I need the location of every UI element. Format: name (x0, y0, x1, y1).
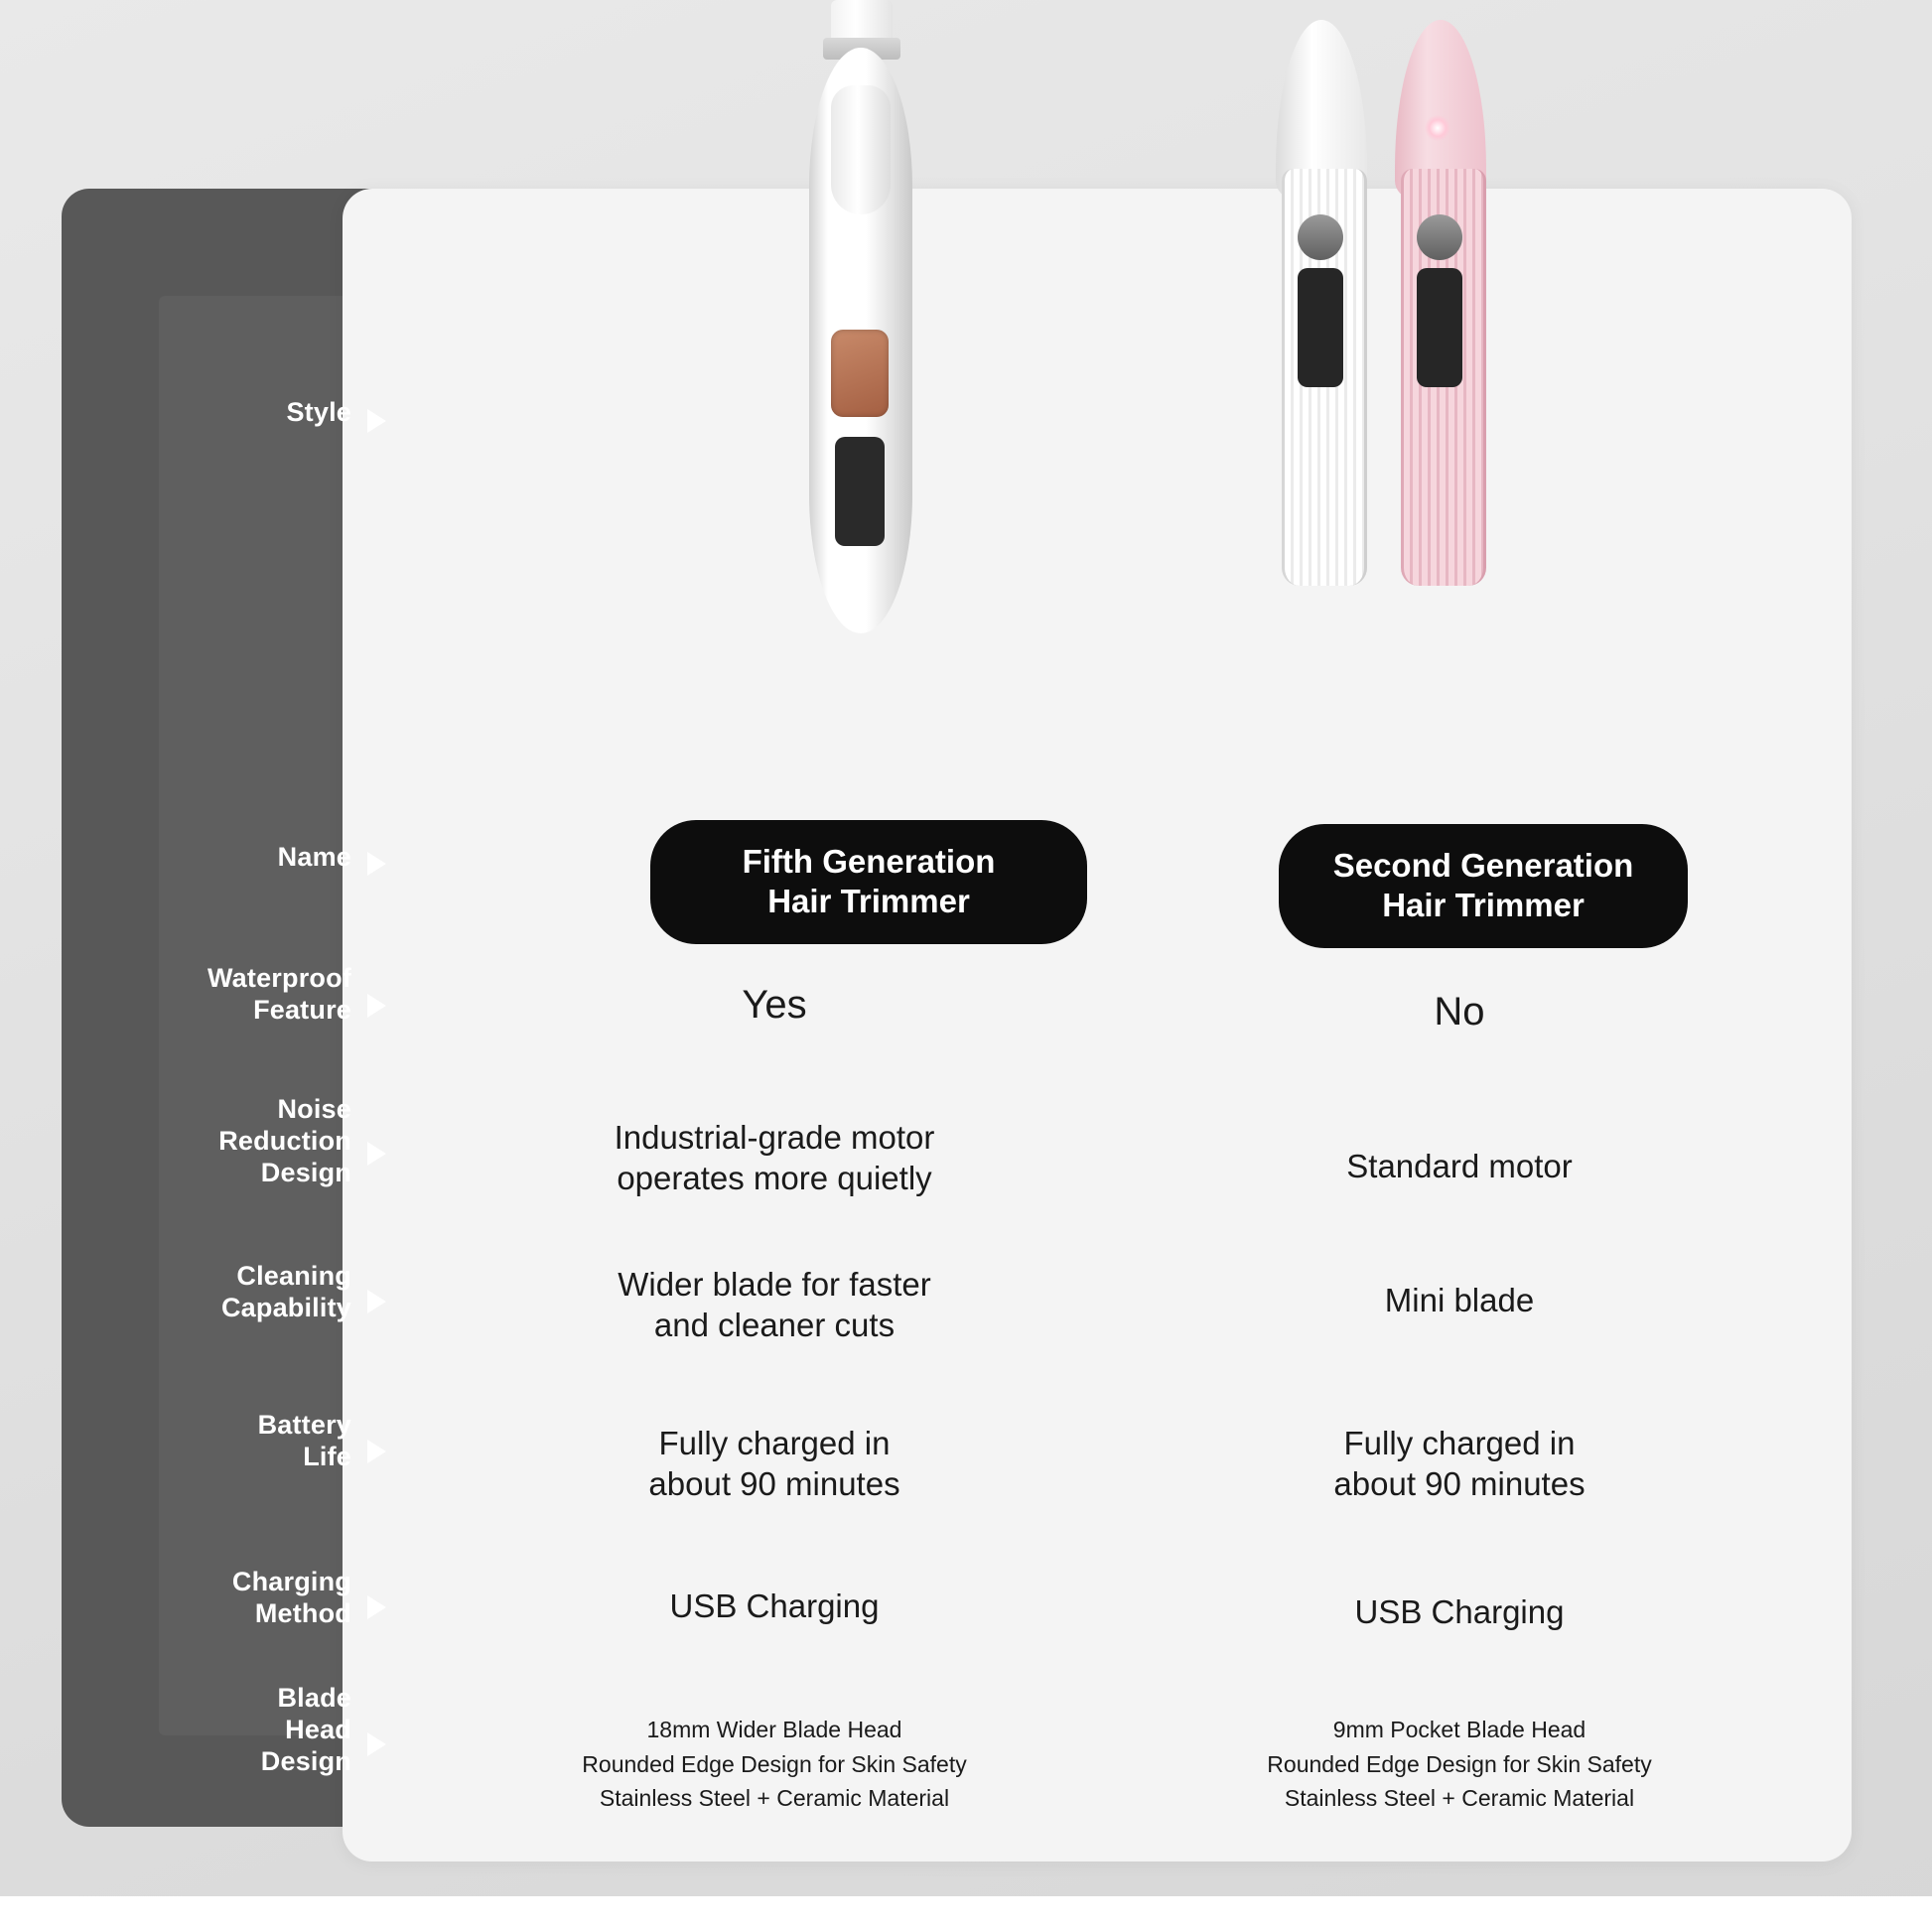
trimmer-power-button (1417, 214, 1462, 260)
row-arrow-battery-life (367, 1440, 386, 1463)
value-noise-left: Industrial-grade motor operates more quietly (614, 1119, 935, 1196)
row-arrow-name (367, 852, 386, 876)
product-image-fifth-generation (801, 0, 920, 735)
trimmer-led-glow (1425, 115, 1450, 141)
product-image-second-generation-pink (1395, 20, 1486, 596)
value-cleaning-right: Mini blade (1384, 1282, 1535, 1318)
row-label-cleaning-capability: Cleaning Capability (220, 1261, 351, 1322)
value-waterproof-right: No (1434, 990, 1485, 1034)
trimmer-comb-attachment (831, 0, 893, 42)
row-label-style: Style (286, 397, 351, 427)
row-label-noise-reduction-design: Noise Reduction Design (218, 1094, 351, 1187)
value-noise-right: Standard motor (1346, 1148, 1573, 1184)
value-waterproof-left: Yes (742, 983, 807, 1027)
row-arrow-noise-reduction-design (367, 1142, 386, 1166)
value-battery-right: Fully charged in about 90 minutes (1333, 1425, 1586, 1502)
value-blade-right: 9mm Pocket Blade Head Rounded Edge Design for Skin Safety Stainless Steel + Ceramic Material (1267, 1717, 1652, 1811)
row-label-blade-head-design: Blade Head Design (260, 1683, 351, 1776)
row-arrow-charging-method (367, 1595, 386, 1619)
row-label-battery-life: Battery Life (257, 1410, 351, 1471)
value-charging-left: USB Charging (669, 1587, 880, 1624)
trimmer-power-button (1298, 214, 1343, 260)
row-arrow-cleaning-capability (367, 1290, 386, 1313)
trimmer-indicator-panel (835, 437, 885, 546)
product-image-zone (343, 0, 1852, 794)
product-name-badge-left: Fifth Generation Hair Trimmer (650, 820, 1087, 944)
row-arrow-style (367, 409, 386, 433)
trimmer-copper-button (831, 330, 889, 417)
product-name-badge-right: Second Generation Hair Trimmer (1279, 824, 1688, 948)
row-label-waterproof-feature: Waterproof Feature (207, 963, 351, 1025)
value-battery-left: Fully charged in about 90 minutes (648, 1425, 900, 1502)
row-label-charging-method: Charging Method (231, 1567, 351, 1628)
row-label-name: Name (277, 842, 351, 872)
row-arrow-waterproof-feature (367, 994, 386, 1018)
trimmer-neck-highlight (831, 85, 891, 214)
row-arrow-blade-head-design (367, 1732, 386, 1756)
product-image-second-generation-white (1276, 20, 1367, 596)
value-cleaning-left: Wider blade for faster and cleaner cuts (618, 1266, 931, 1343)
trimmer-indicator-panel (1417, 268, 1462, 387)
trimmer-indicator-panel (1298, 268, 1343, 387)
value-blade-left: 18mm Wider Blade Head Rounded Edge Design for Skin Safety Stainless Steel + Ceramic Material (582, 1717, 967, 1811)
value-charging-right: USB Charging (1354, 1593, 1565, 1630)
